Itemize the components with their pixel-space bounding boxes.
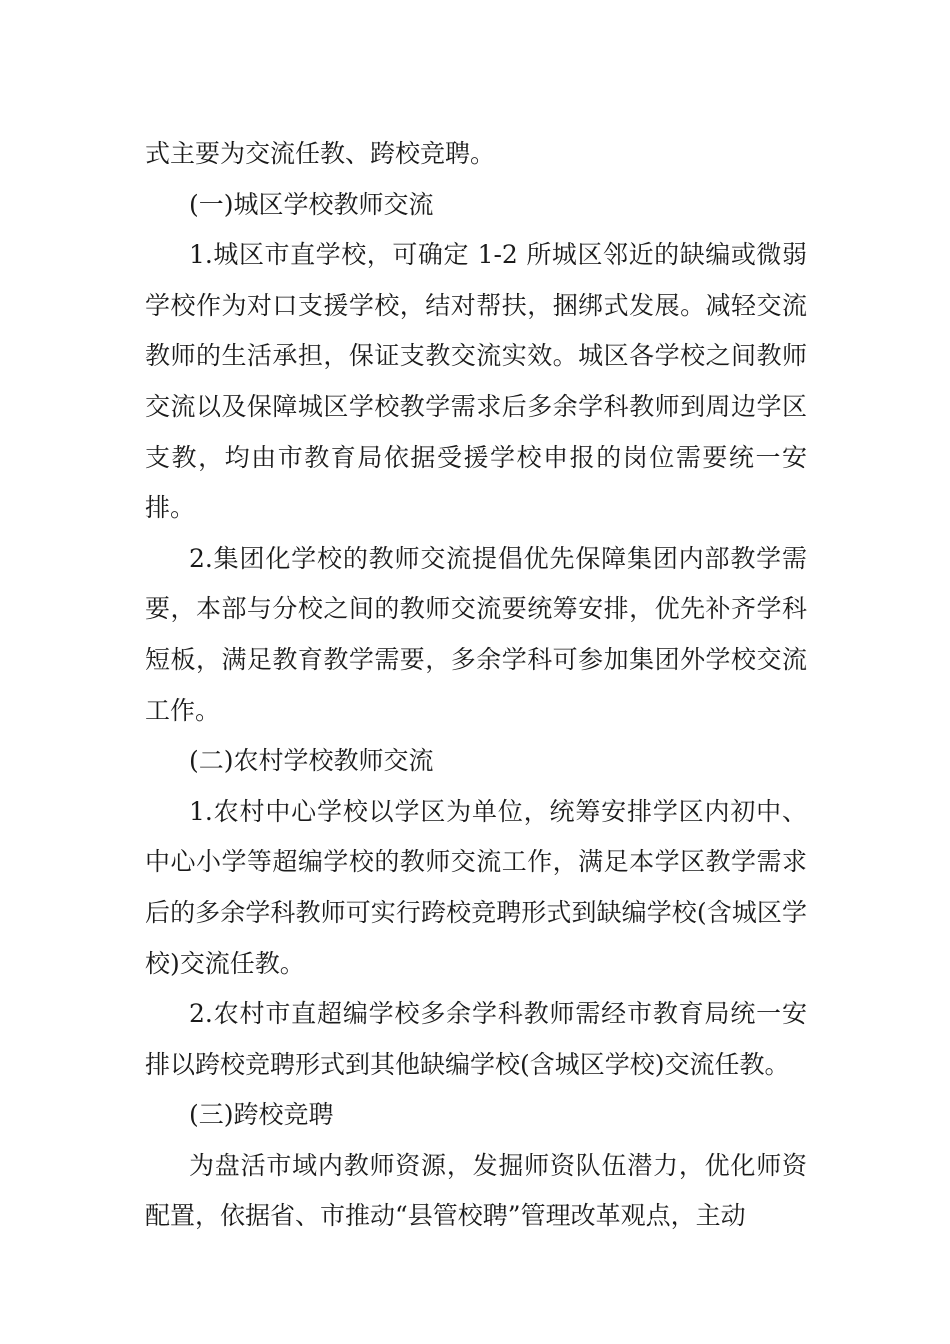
paragraph-cross-school: 为盘活市域内教师资源，发掘师资队伍潜力，优化师资配置，依据省、市推动“县管校聘”管理改革观点，主动: [145, 1150, 807, 1231]
section-heading-rural: (二)农村学校教师交流: [189, 746, 434, 776]
section-heading-urban: (一)城区学校教师交流: [189, 189, 434, 219]
paragraph-continuation: 式主要为交流任教、跨校竞聘。: [145, 139, 496, 168]
paragraph-rural-item-2: 2.农村市直超编学校多余学科教师需经市教育局统一安排以跨校竞聘形式到其他缺编学校(含城区学校)交流任教。: [145, 999, 807, 1079]
document-body: [145, 129, 807, 1242]
paragraph-urban-item-2: 2.集团化学校的教师交流提倡优先保障集团内部教学需要，本部与分校之间的教师交流要统筹安排，优先补齐学科短板，满足教育教学需要，多余学科可参加集团外学校交流工作。: [145, 543, 807, 725]
section-heading-cross-school: (三)跨校竞聘: [189, 1100, 334, 1130]
paragraph-urban-item-1: 1.城区市直学校，可确定 1-2 所城区邻近的缺编或微弱学校作为对口支援学校，结对帮扶，捆绑式发展。减轻交流教师的生活承担，保证支教交流实效。城区各学校之间教师交流以及保障城区学校教学需求后多余学科教师到周边学区支教，均由市教育局依据受援学校申报的岗位需要统一安排。: [145, 240, 807, 523]
paragraph-rural-item-1: 1.农村中心学校以学区为单位，统筹安排学区内初中、中心小学等超编学校的教师交流工作，满足本学区教学需求后的多余学科教师可实行跨校竞聘形式到缺编学校(含城区学校)交流任教。: [145, 796, 807, 978]
